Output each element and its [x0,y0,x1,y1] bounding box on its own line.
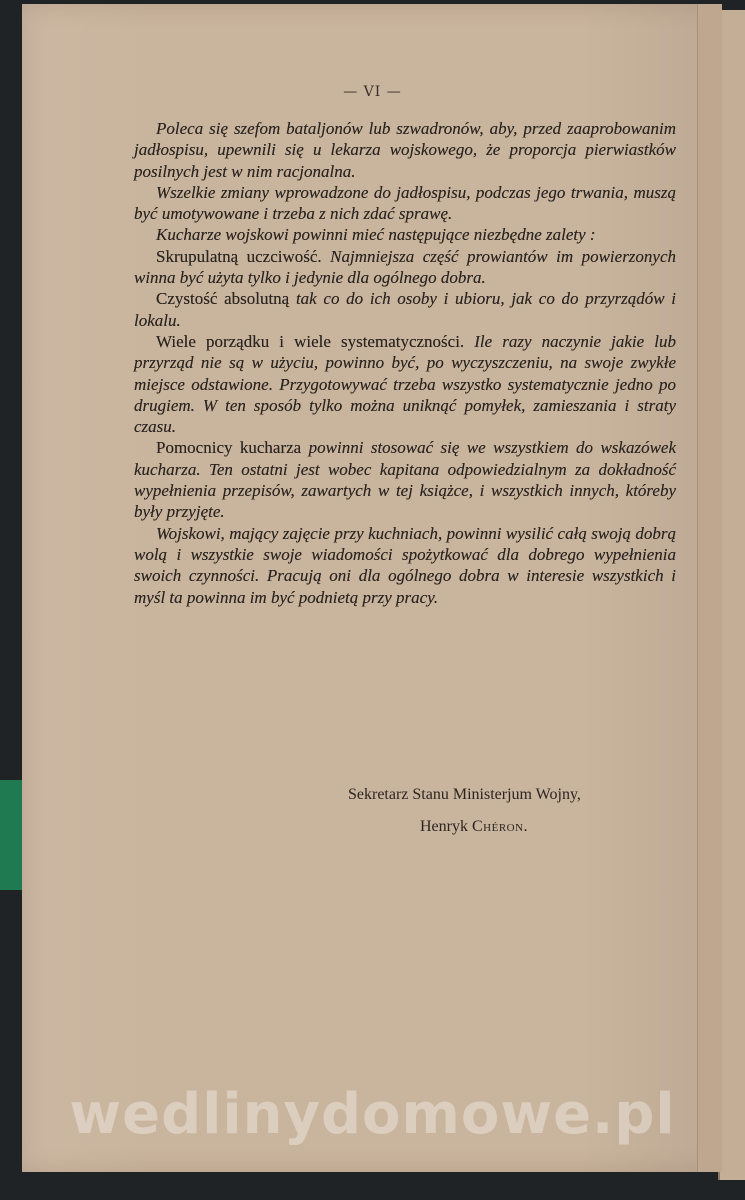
signature-title: Sekretarz Stanu Ministerjum Wojny, [348,786,581,803]
quality-2 [134,288,676,331]
paragraph-3: Kucharze wojskowi powinni mieć następujące niezbędne zalety : [156,225,596,245]
quality-1-text: Najmniejsza część prowiantów im powierzonych winna być użyta tylko i jedynie dla ogólnego dobra. [134,246,677,288]
quality-3 [134,331,676,437]
quality-3-text: Ile razy naczynie jakie lub przyrząd nie są w użyciu, powinno być, po wyczyszczeniu, na swoje zwykłe miejsce odstawione. Przygotowywać trzeba wszystko systematycznie jedno po drugiem. W ten sposób tylko można uniknąć pomyłek, zamieszania i straty czasu. [134,331,676,437]
quality-4-text: powinni stosować się we wszystkiem do wskazówek kucharza. Ten ostatni jest wobec kapitana odpowiedzialnym za dokładność wypełnienia przepisów, zawartych w tej książce, i wszystkich innych, któreby były przyjęte. [134,438,677,522]
page-right-edge [697,4,722,1172]
signature-surname: Chéron. [471,818,529,835]
quality-3-heading: Wiele porządku i wiele systematyczności. [156,331,465,351]
signature-name [0,818,745,836]
watermark: wedlinydomowe.pl [69,1082,676,1147]
signature-first-name: Henryk [420,818,468,835]
quality-1 [134,246,676,289]
quality-1-heading: Skrupulatną uczciwość. [156,246,322,266]
next-page-edge [718,10,745,1180]
page-number: — VI — [343,84,402,100]
quality-4-heading: Pomocnicy kucharza [156,438,302,458]
body-text [134,118,676,608]
paragraph-1: Poleca się szefom bataljonów lub szwadronów, aby, przed zaaprobowanim jadłospisu, upewnili się u lekarza wojskowego, że proporcja pierwiastków posilnych jest w nim racjonalna. [134,119,676,181]
quality-2-heading: Czystość absolutną [156,289,290,309]
paragraph-2: Wszelkie zmiany wprowadzone do jadłospisu, podczas jego trwania, muszą być umotywowane i trzeba z nich zdać sprawę. [134,182,676,224]
quality-4 [134,437,676,522]
closing-paragraph: Wojskowi, mający zajęcie przy kuchniach, powinni wysilić całą swoją dobrą wolą i wszystkie swoje wiadomości spożytkować dla dobrego wypełnienia swoich czynności. Pracują oni dla ogólnego dobra w interesie wszystkich i myśl ta powinna im być podnietą przy pracy. [134,523,676,607]
quality-2-text: tak co do ich osoby i ubioru, jak co do przyrządów i lokalu. [134,289,676,330]
